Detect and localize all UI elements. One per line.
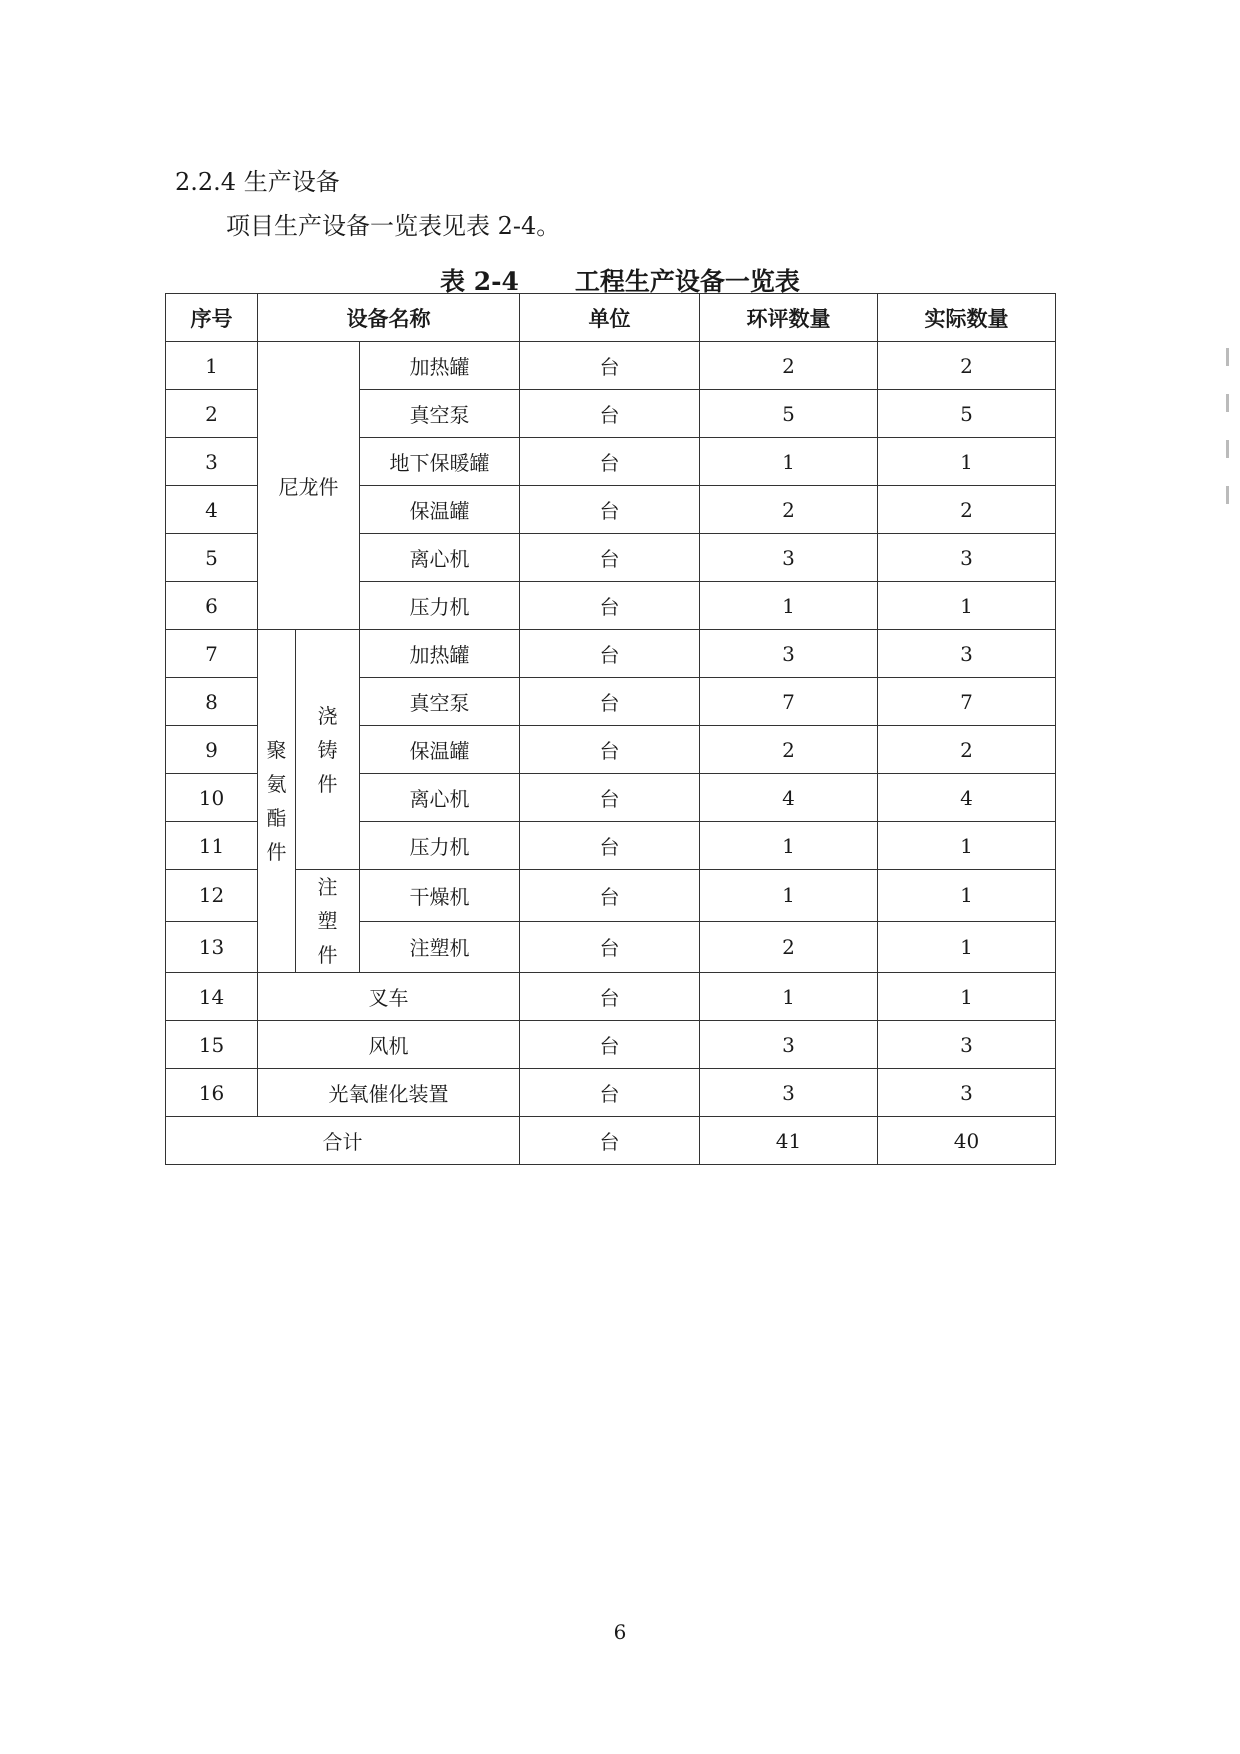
cell-seq: 8 xyxy=(166,678,258,726)
cell-name: 干燥机 xyxy=(360,870,520,922)
cell-actual: 3 xyxy=(878,1069,1056,1117)
caption-title: 工程生产设备一览表 xyxy=(574,267,800,296)
cell-seq: 15 xyxy=(166,1021,258,1069)
cell-eia: 2 xyxy=(700,342,878,390)
cell-actual: 1 xyxy=(878,973,1056,1021)
cell-name: 真空泵 xyxy=(360,390,520,438)
cell-eia: 3 xyxy=(700,534,878,582)
cell-actual: 5 xyxy=(878,390,1056,438)
cell-unit: 台 xyxy=(520,822,700,870)
group-polyurethane xyxy=(258,630,296,973)
intro-paragraph: 项目生产设备一览表见表 2-4。 xyxy=(226,212,561,240)
cell-name: 离心机 xyxy=(360,534,520,582)
group-nylon: 尼龙件 xyxy=(258,342,360,630)
cell-name: 风机 xyxy=(258,1021,520,1069)
cell-unit: 台 xyxy=(520,1021,700,1069)
cell-actual: 3 xyxy=(878,630,1056,678)
cell-unit: 台 xyxy=(520,630,700,678)
cell-unit: 台 xyxy=(520,921,700,973)
cell-actual: 4 xyxy=(878,774,1056,822)
cell-name: 地下保暖罐 xyxy=(360,438,520,486)
cell-actual: 2 xyxy=(878,726,1056,774)
cell-eia: 1 xyxy=(700,582,878,630)
cell-seq: 14 xyxy=(166,973,258,1021)
total-eia: 41 xyxy=(700,1117,878,1165)
group-polyurethane-label: 聚氨酯件 xyxy=(266,738,287,864)
table-row xyxy=(166,630,1056,678)
cell-unit: 台 xyxy=(520,973,700,1021)
cell-eia: 3 xyxy=(700,1069,878,1117)
total-label: 合计 xyxy=(166,1117,520,1165)
cell-eia: 2 xyxy=(700,726,878,774)
scan-edge-marks xyxy=(1226,348,1232,532)
cell-name: 压力机 xyxy=(360,822,520,870)
cell-eia: 2 xyxy=(700,921,878,973)
group-casting xyxy=(296,630,360,870)
group-injection xyxy=(296,870,360,973)
table-row xyxy=(166,1069,1056,1117)
group-injection-label: 注塑件 xyxy=(317,875,338,967)
cell-seq: 4 xyxy=(166,486,258,534)
cell-eia: 3 xyxy=(700,1021,878,1069)
cell-unit: 台 xyxy=(520,774,700,822)
table-header-row xyxy=(166,294,1056,342)
cell-seq: 10 xyxy=(166,774,258,822)
cell-actual: 1 xyxy=(878,870,1056,922)
cell-eia: 4 xyxy=(700,774,878,822)
cell-seq: 12 xyxy=(166,870,258,922)
cell-eia: 5 xyxy=(700,390,878,438)
equipment-table xyxy=(165,293,1056,1165)
cell-name: 注塑机 xyxy=(360,921,520,973)
cell-seq: 5 xyxy=(166,534,258,582)
cell-eia: 1 xyxy=(700,973,878,1021)
cell-name: 加热罐 xyxy=(360,342,520,390)
cell-name: 保温罐 xyxy=(360,486,520,534)
table-total-row xyxy=(166,1117,1056,1165)
cell-seq: 13 xyxy=(166,921,258,973)
table-row xyxy=(166,342,1056,390)
cell-unit: 台 xyxy=(520,438,700,486)
cell-seq: 16 xyxy=(166,1069,258,1117)
cell-actual: 2 xyxy=(878,486,1056,534)
cell-eia: 1 xyxy=(700,870,878,922)
cell-unit: 台 xyxy=(520,726,700,774)
cell-seq: 6 xyxy=(166,582,258,630)
cell-actual: 1 xyxy=(878,438,1056,486)
total-actual: 40 xyxy=(878,1117,1056,1165)
total-unit: 台 xyxy=(520,1117,700,1165)
cell-unit: 台 xyxy=(520,486,700,534)
cell-name: 真空泵 xyxy=(360,678,520,726)
cell-actual: 1 xyxy=(878,822,1056,870)
caption-number: 表 2-4 xyxy=(440,267,519,296)
cell-actual: 7 xyxy=(878,678,1056,726)
cell-name: 加热罐 xyxy=(360,630,520,678)
cell-eia: 1 xyxy=(700,822,878,870)
cell-seq: 7 xyxy=(166,630,258,678)
cell-unit: 台 xyxy=(520,582,700,630)
cell-name: 叉车 xyxy=(258,973,520,1021)
cell-unit: 台 xyxy=(520,678,700,726)
section-heading: 2.2.4 生产设备 xyxy=(175,168,340,196)
cell-actual: 3 xyxy=(878,1021,1056,1069)
cell-actual: 1 xyxy=(878,582,1056,630)
group-casting-label: 浇铸件 xyxy=(317,703,338,796)
cell-name: 离心机 xyxy=(360,774,520,822)
header-name: 设备名称 xyxy=(258,294,520,342)
cell-eia: 1 xyxy=(700,438,878,486)
cell-eia: 2 xyxy=(700,486,878,534)
cell-unit: 台 xyxy=(520,390,700,438)
cell-eia: 7 xyxy=(700,678,878,726)
cell-actual: 2 xyxy=(878,342,1056,390)
cell-name: 保温罐 xyxy=(360,726,520,774)
table-row xyxy=(166,973,1056,1021)
cell-seq: 9 xyxy=(166,726,258,774)
header-unit: 单位 xyxy=(520,294,700,342)
cell-unit: 台 xyxy=(520,1069,700,1117)
header-actual-qty: 实际数量 xyxy=(878,294,1056,342)
page-number: 6 xyxy=(613,1620,627,1644)
cell-name: 压力机 xyxy=(360,582,520,630)
cell-unit: 台 xyxy=(520,870,700,922)
cell-seq: 11 xyxy=(166,822,258,870)
header-eia-qty: 环评数量 xyxy=(700,294,878,342)
cell-seq: 2 xyxy=(166,390,258,438)
table-row xyxy=(166,1021,1056,1069)
cell-name: 光氧催化装置 xyxy=(258,1069,520,1117)
cell-unit: 台 xyxy=(520,534,700,582)
header-seq: 序号 xyxy=(166,294,258,342)
cell-actual: 3 xyxy=(878,534,1056,582)
cell-seq: 3 xyxy=(166,438,258,486)
cell-eia: 3 xyxy=(700,630,878,678)
cell-seq: 1 xyxy=(166,342,258,390)
cell-actual: 1 xyxy=(878,921,1056,973)
table-row xyxy=(166,870,1056,922)
cell-unit: 台 xyxy=(520,342,700,390)
